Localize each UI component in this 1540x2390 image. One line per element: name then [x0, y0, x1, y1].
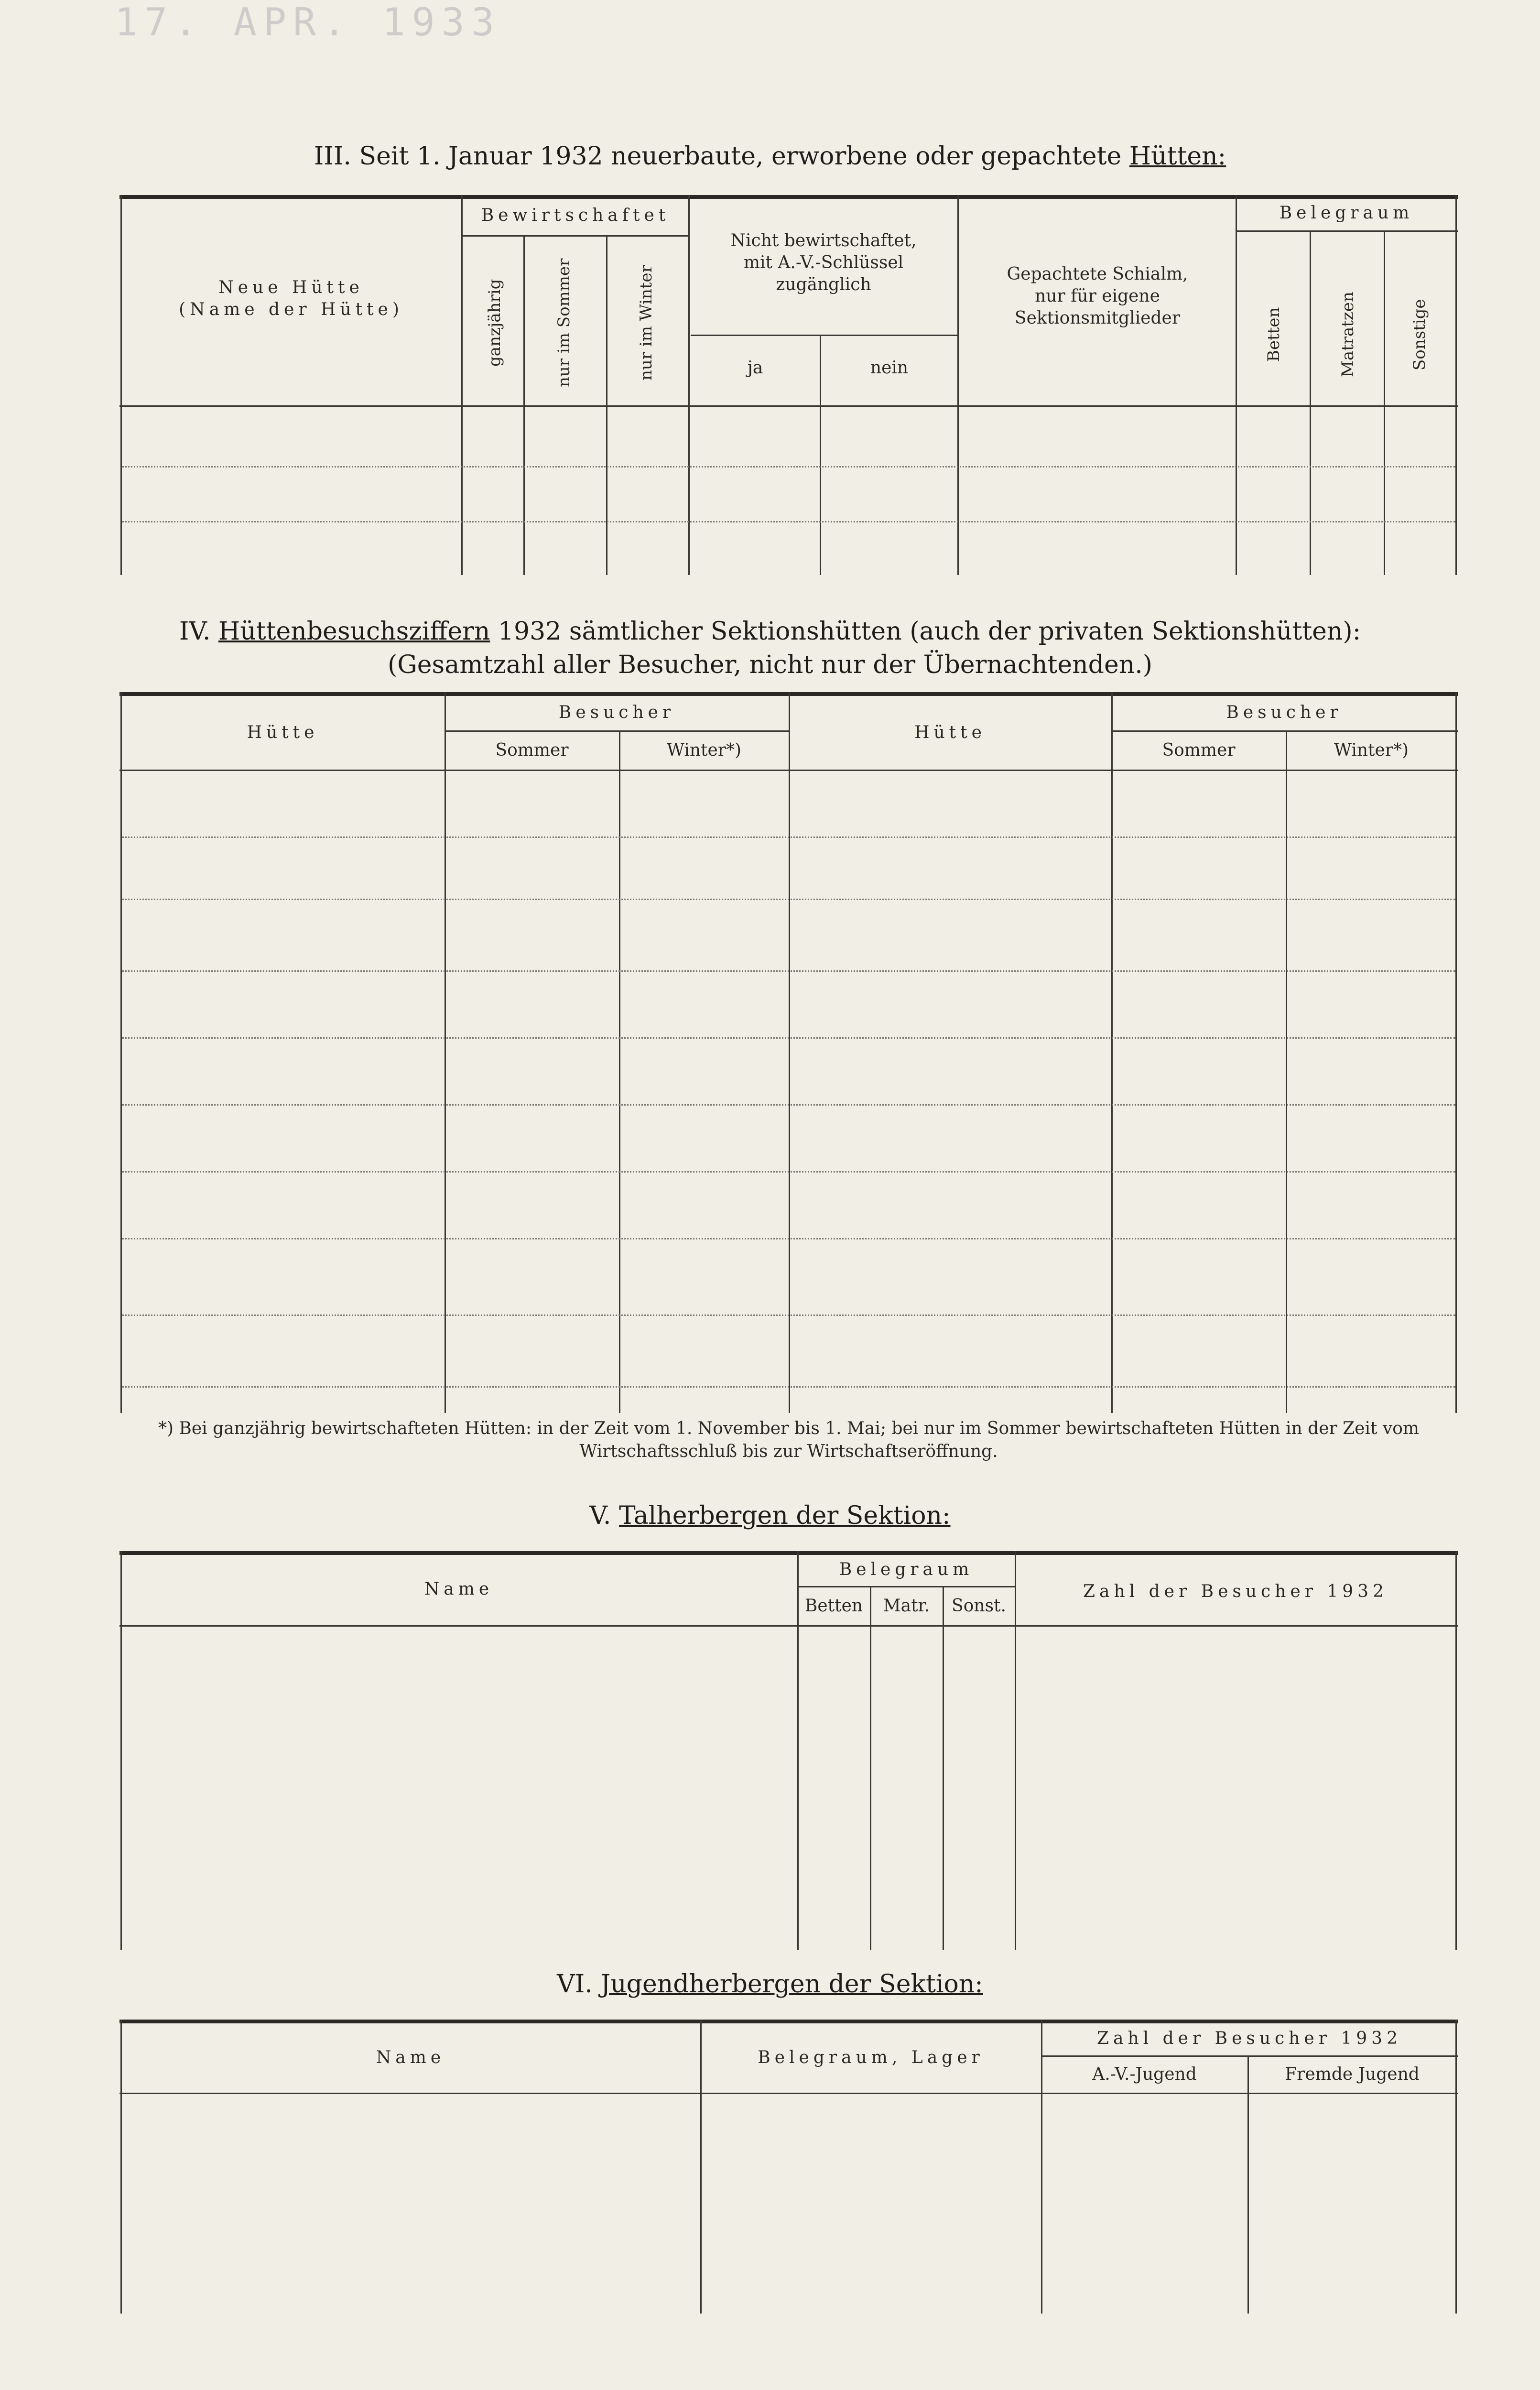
col-header-hut-right: Hütte — [914, 722, 986, 742]
col-header-summer-right: Sommer — [1162, 740, 1236, 760]
section-3-title-underlined: Hütten: — [1129, 142, 1226, 171]
section-6-title-prefix: VI. — [557, 1970, 601, 1999]
col-header-other: Sonst. — [952, 1596, 1006, 1616]
col-divider — [789, 692, 790, 1413]
header-bottom-rule — [119, 1625, 1458, 1627]
col-divider — [1455, 2020, 1457, 2314]
header-bottom-rule — [119, 405, 1458, 407]
col-header-hut-left: Hütte — [247, 722, 319, 742]
entry-row-rule — [122, 970, 1455, 972]
group-header-capacity: Belegraum — [1279, 203, 1414, 223]
entry-row-rule — [122, 1037, 1455, 1039]
section-4-title-underlined: Hüttenbesuchsziffern — [218, 617, 490, 646]
group-header-unmanaged: Nicht bewirtschaftet, mit A.-V.-Schlüssel zugänglich — [730, 231, 917, 294]
group-header-visitor-count: Zahl der Besucher 1932 — [1097, 2029, 1402, 2048]
receipt-date-stamp: 17. APR. 1933 — [115, 0, 501, 44]
unmanaged-group-rule — [691, 335, 957, 336]
section-4-title-rest: 1932 sämtlicher Sektionshütten (auch der privaten Sektionshütten): — [490, 617, 1361, 646]
entry-row-rule — [122, 1314, 1455, 1316]
section-5-title — [0, 1501, 1540, 1531]
section-4-subtitle: (Gesamtzahl aller Besucher, nicht nur der Übernachtenden.) — [387, 651, 1153, 679]
capacity-group-rule — [797, 1586, 1015, 1587]
col-header-yes: ja — [747, 358, 763, 378]
section-5-title-prefix: V. — [589, 1501, 619, 1530]
col-header-mattresses: Matr. — [883, 1596, 930, 1616]
col-header-beds: Betten — [1264, 307, 1283, 362]
col-divider — [1310, 230, 1311, 575]
header-bottom-rule — [119, 2093, 1458, 2094]
col-divider — [1236, 195, 1237, 575]
col-divider — [1455, 195, 1457, 575]
col-header-name: Name — [424, 1579, 494, 1599]
section-4-footnote: *) Bei ganzjährig bewirtschafteten Hütten: in der Zeit vom 1. November bis 1. Mai; bei nur im Sommer bewirtschafteten Hütten in der Zeit vom Wirtschaftsschluß bis zur Wirtschaftseröffnung. — [158, 1419, 1420, 1461]
entry-row-rule — [122, 521, 1455, 522]
col-divider — [120, 195, 122, 575]
col-header-no: nein — [870, 358, 909, 378]
col-divider — [957, 195, 959, 575]
col-divider — [606, 235, 607, 575]
col-divider — [1384, 230, 1385, 575]
group-header-managed: Bewirtschaftet — [481, 206, 670, 225]
col-header-av-youth: A.-V.-Jugend — [1092, 2064, 1197, 2084]
col-header-winter-right: Winter*) — [1334, 740, 1409, 760]
entry-row-rule — [122, 1238, 1455, 1239]
managed-group-rule — [461, 235, 689, 237]
col-header-visitor-count: Zahl der Besucher 1932 — [1083, 1582, 1388, 1601]
group-header-capacity: Belegraum — [839, 1560, 974, 1579]
section-4-title — [0, 617, 1540, 646]
col-header-foreign-youth: Fremde Jugend — [1285, 2064, 1420, 2084]
entry-row-rule — [122, 1104, 1455, 1106]
table-top-rule — [119, 1551, 1458, 1555]
visitors-group-rule — [1041, 2055, 1458, 2057]
col-header-year-round: ganzjährig — [485, 279, 504, 367]
col-divider — [870, 1586, 871, 1950]
visitors-group-rule-left — [445, 730, 789, 732]
col-header-winter-left: Winter*) — [666, 740, 742, 760]
col-divider — [943, 1586, 944, 1950]
col-header-beds: Betten — [804, 1596, 863, 1616]
col-header-winter-only: nur im Winter — [637, 265, 656, 380]
col-divider — [445, 692, 446, 1413]
col-divider — [688, 195, 690, 575]
section-4-title-prefix: IV. — [179, 617, 218, 646]
entry-row-rule — [122, 1386, 1455, 1388]
col-divider — [523, 235, 525, 575]
col-divider — [120, 692, 122, 1413]
visitors-group-rule-right — [1111, 730, 1458, 732]
section-6-title-underlined: Jugendherbergen der Sektion: — [600, 1970, 983, 1999]
entry-row-rule — [122, 1171, 1455, 1173]
col-header-capacity: Belegraum, Lager — [758, 2048, 984, 2067]
col-header-other: Sonstige — [1410, 299, 1429, 370]
col-header-mattresses: Matratzen — [1338, 292, 1357, 378]
col-header-summer-only: nur im Sommer — [554, 258, 574, 387]
col-divider — [1455, 692, 1457, 1413]
col-divider — [1111, 692, 1113, 1413]
section-3-title — [0, 141, 1540, 171]
col-divider — [1455, 1551, 1457, 1950]
col-divider — [1247, 2055, 1249, 2314]
entry-row-rule — [122, 899, 1455, 900]
col-divider — [619, 730, 620, 1413]
section-5-title-underlined: Talherbergen der Sektion: — [618, 1501, 951, 1530]
col-divider — [461, 195, 463, 575]
section-6-title — [0, 1969, 1540, 1999]
entry-row-rule — [122, 466, 1455, 467]
col-divider — [1286, 730, 1287, 1413]
group-header-visitors-right: Besucher — [1226, 703, 1343, 722]
col-header-name: Name — [376, 2048, 445, 2067]
group-header-visitors-left: Besucher — [558, 703, 675, 722]
col-header-leased-ski-hut: Gepachtete Schialm, nur für eigene Sektionsmitglieder — [1007, 264, 1188, 328]
col-header-new-hut: Neue Hütte (Name der Hütte) — [179, 278, 403, 319]
section-3-title-text: III. Seit 1. Januar 1932 neuerbaute, erworbene oder gepachtete — [314, 142, 1129, 171]
capacity-group-rule — [1236, 230, 1458, 232]
col-header-summer-left: Sommer — [495, 740, 569, 760]
entry-row-rule — [122, 836, 1455, 838]
